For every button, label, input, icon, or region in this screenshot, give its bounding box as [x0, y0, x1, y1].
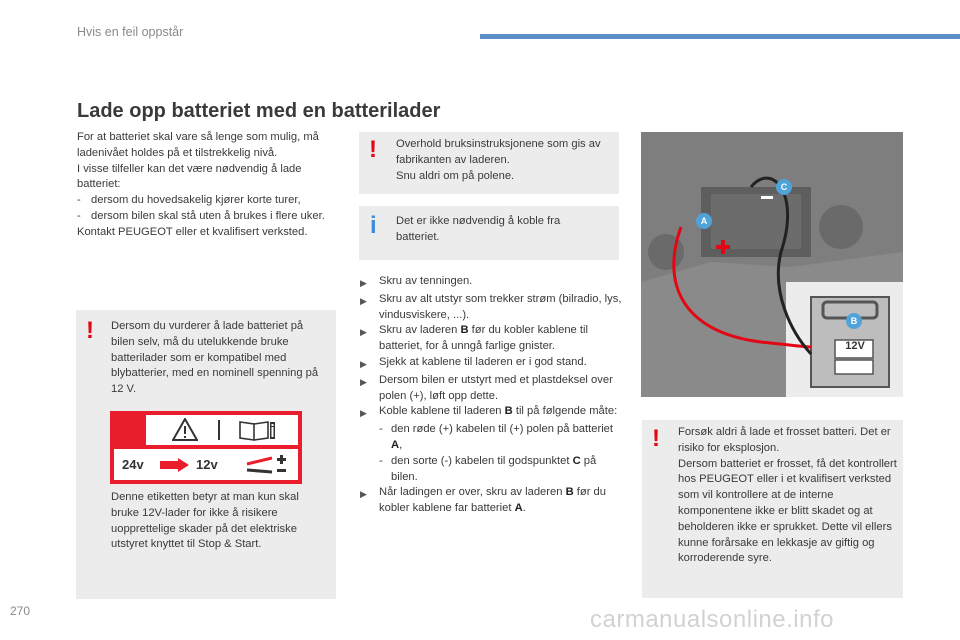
stop-start-label-image — [110, 411, 302, 484]
step-item: ▶ Skru av tenningen. — [360, 275, 473, 288]
page-number: 270 — [10, 604, 31, 618]
intro-paragraph-1: For at batteriet skal vare så lenge som mulig, må ladenivået holdes på et tilstrekkelig nivå. — [77, 131, 319, 159]
connector-label-a: A — [696, 213, 712, 229]
step-item: ▶ Sjekk at kablene til laderen er i god stand. — [360, 355, 587, 369]
label-12v-text: 12v — [196, 457, 218, 472]
warning-icon: ! — [369, 136, 377, 163]
info-icon: i — [370, 212, 377, 239]
connector-label-b: B — [846, 313, 862, 329]
charger-clamps-icon — [244, 452, 296, 478]
warning-charger-text: Dersom du vurderer å lade batteriet på bilen selv, må du utelukkende bruke batterilader som er kompatibel med blybatterier, med en nominell spenning på 12 V. — [111, 320, 319, 396]
label-white-bottom — [114, 449, 298, 480]
connector-label-c: C — [776, 179, 792, 195]
battery-charging-illustration — [641, 132, 903, 397]
step-item: ▶ Koble kablene til laderen B til på følgende måte: — [360, 405, 618, 419]
step-item: ▶ Dersom bilen er utstyrt med et plastdeksel over polen (+), løft opp dette. — [360, 373, 613, 402]
step-subitem: - den sorte (-) kabelen til godspunktet C på bilen. — [379, 454, 597, 483]
charger-voltage-label: 12V — [845, 340, 865, 352]
step-item: ▶ Når ladingen er over, skru av laderen B før du kobler kablene far batteriet A. — [360, 486, 606, 515]
step-item: ▶ Skru av laderen B før du kobler kablene til batteriet, for å unngå farlige gnister. — [360, 324, 588, 353]
step-subitem: - den røde (+) kabelen til (+) polen på batteriet A, — [379, 423, 614, 451]
warning-icon: ! — [652, 425, 660, 452]
warning-box-instructions — [359, 132, 619, 194]
step-item: ▶ Skru av alt utstyr som trekker strøm (bilradio, lys, vindusviskere, ...). — [360, 292, 622, 321]
label-24v-text: 24v — [122, 457, 144, 472]
warning-box-charger — [76, 310, 336, 599]
intro-paragraph-2: I visse tilfeller kan det være nødvendig å lade batteriet: — [77, 162, 302, 191]
manual-book-icon — [238, 419, 276, 441]
warning-triangle-icon — [172, 418, 198, 441]
charging-steps — [360, 274, 625, 517]
engine-bay-drawing — [641, 132, 903, 397]
intro-bullet: - dersom du hovedsakelig kjører korte turer, — [77, 194, 301, 207]
info-box-disconnect — [359, 206, 619, 260]
warning-box-frozen-battery — [642, 420, 903, 598]
intro-bullet: - dersom bilen skal stå uten å brukes i flere uker. — [77, 209, 325, 222]
header-accent-bar — [480, 34, 960, 39]
intro-text — [77, 130, 337, 241]
section-header: Hvis en feil oppstår — [77, 25, 184, 39]
warning-icon: ! — [86, 317, 94, 344]
page-title: Lade opp batteriet med en batterilader — [77, 100, 441, 122]
arrow-right-icon — [160, 458, 190, 472]
watermark: carmanualsonline.info — [590, 606, 834, 633]
label-white-top — [146, 415, 298, 445]
intro-paragraph-3: Kontakt PEUGEOT eller et kvalifisert verksted. — [77, 225, 308, 238]
info-disconnect-text: Det er ikke nødvendig å koble fra batteriet. — [396, 215, 561, 243]
warning-instructions-text: Overhold bruksinstruksjonene som gis av fabrikanten av laderen. Snu aldri om på polene. — [396, 138, 601, 182]
label-divider — [218, 420, 220, 440]
label-explanation-text: Denne etiketten betyr at man kun skal bruke 12V-lader for ikke å risikere uopprettelige skader på det elektriske utstyret knyttet til Stop & Start. — [111, 491, 299, 551]
warning-frozen-text: Forsøk aldri å lade et frosset batteri. Det er risiko for eksplosjon. Dersom batteriet er frosset, få det kontrollert hos PEUGEOT eller i et kvalifisert verksted som vil kontrollere at de interne komponentene ikke er blitt skadet og at beholderen ikke er sprukket. Dette vil ellers kunne forårsake en lekkasje av giftig og korroderende syre. — [678, 426, 897, 565]
